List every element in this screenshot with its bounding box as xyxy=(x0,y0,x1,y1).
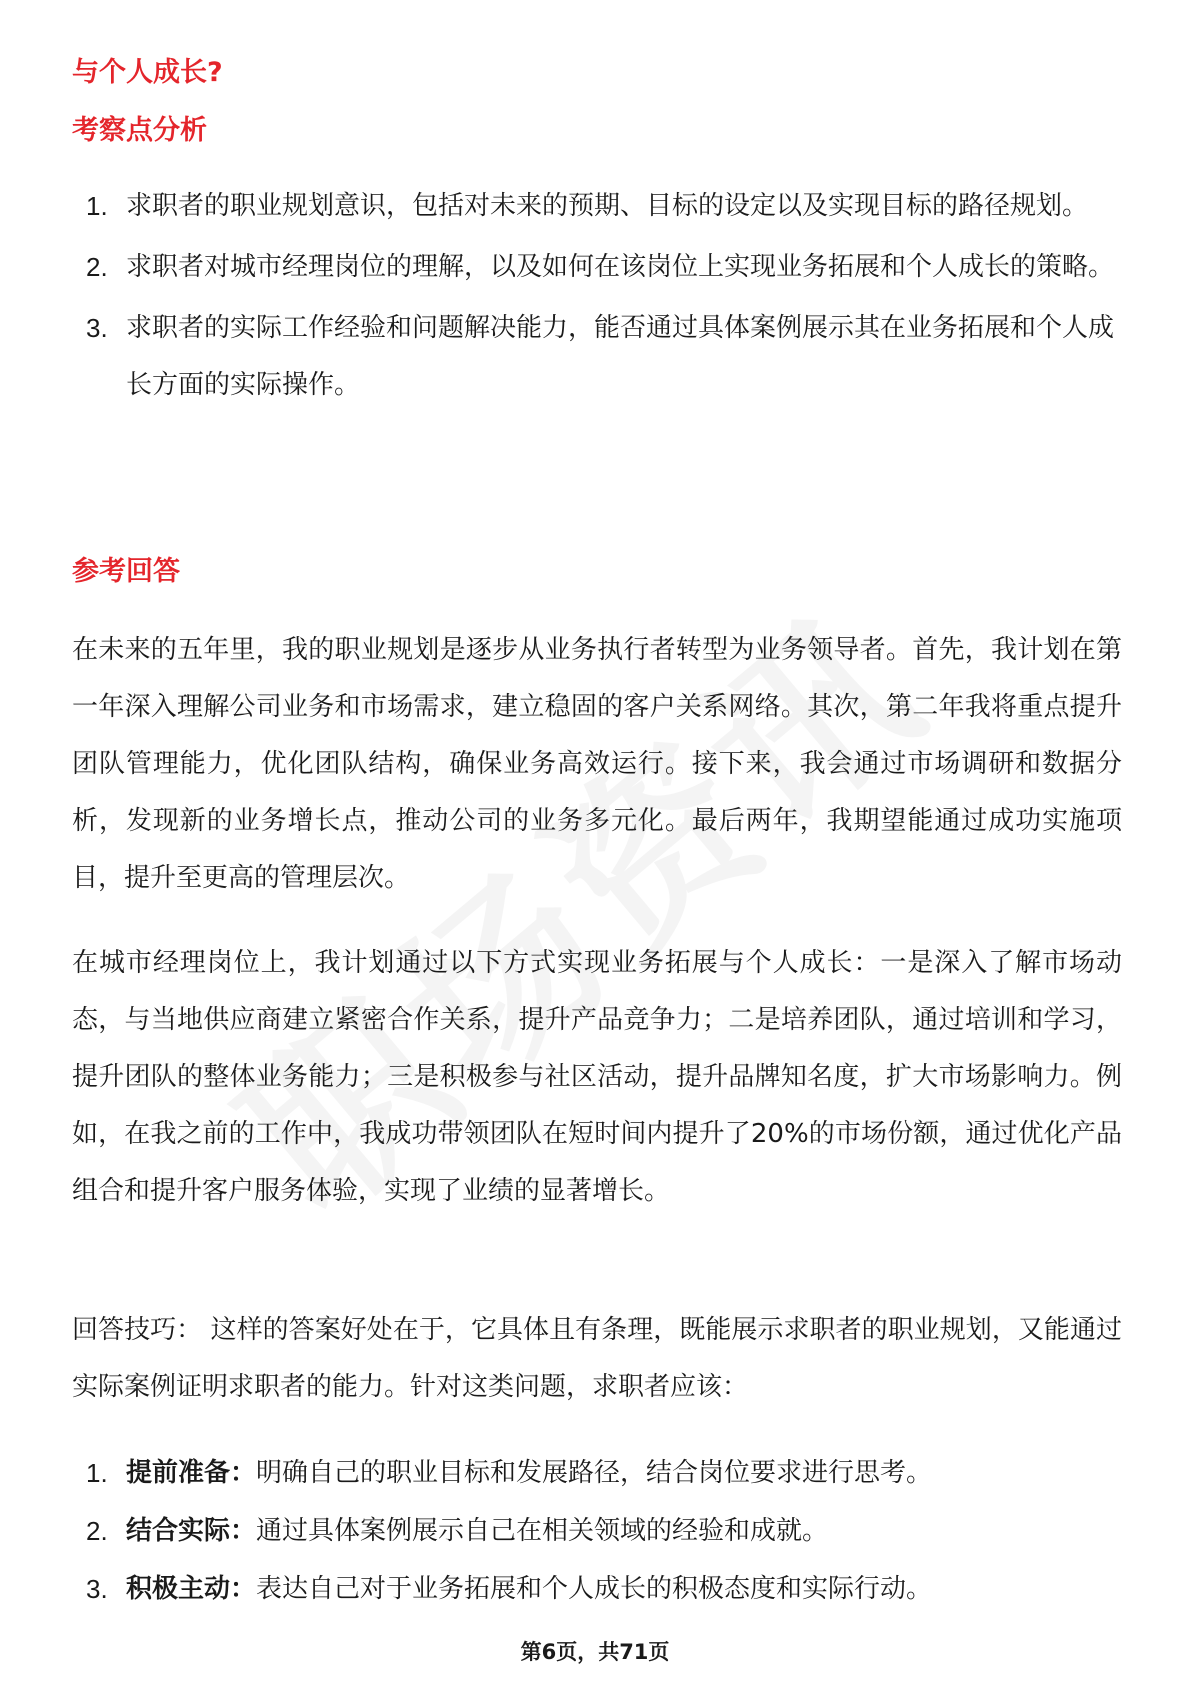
list-item-text: 求职者对城市经理岗位的理解，以及如何在该岗位上实现业务拓展和个人成长的策略。 xyxy=(126,252,1115,282)
list-item-text: 求职者的职业规划意识，包括对未来的预期、目标的设定以及实现目标的路径规划。 xyxy=(126,191,1089,221)
list-number: 3. xyxy=(86,1574,108,1604)
tip-term: 提前准备： xyxy=(126,1458,257,1488)
list-number: 3. xyxy=(86,313,108,343)
tip-term: 结合实际： xyxy=(126,1516,257,1546)
answer-paragraph-1: 在未来的五年里，我的职业规划是逐步从业务执行者转型为业务领导者。首先，我计划在第一年深入理解公司业务和市场需求，建立稳固的客户关系网络。其次，第二年我将重点提升团队管理能力，优化团队结构，确保业务高效运行。接下来，我会通过市场调研和数据分析，发现新的业务增长点，推动公司的业务多元化。最后两年，我期望能通过成功实施项目，提升至更高的管理层次。 xyxy=(72,635,1122,893)
list-item xyxy=(72,1560,1122,1618)
answer-heading: 参考回答 xyxy=(72,556,180,587)
tip-text: 表达自己对于业务拓展和个人成长的积极态度和实际行动。 xyxy=(256,1574,933,1604)
analysis-list xyxy=(72,178,1122,414)
list-item xyxy=(72,300,1122,414)
list-number: 1. xyxy=(86,191,108,221)
list-item xyxy=(72,1444,1122,1502)
tip-text: 通过具体案例展示自己在相关领域的经验和成就。 xyxy=(256,1516,829,1546)
list-item-text: 求职者的实际工作经验和问题解决能力，能否通过具体案例展示其在业务拓展和个人成长方面的实际操作。 xyxy=(126,313,1115,400)
list-number: 1. xyxy=(86,1458,108,1488)
list-item xyxy=(72,1502,1122,1560)
page-footer: 第6页，共71页 xyxy=(520,1640,670,1664)
list-number: 2. xyxy=(86,1516,108,1546)
answer-tips-intro: 回答技巧： 这样的答案好处在于，它具体且有条理，既能展示求职者的职业规划，又能通过实际案例证明求职者的能力。针对这类问题，求职者应该： xyxy=(72,1315,1122,1402)
tips-list xyxy=(72,1444,1122,1618)
list-item xyxy=(72,178,1122,235)
tip-term: 积极主动： xyxy=(126,1574,257,1604)
list-number: 2. xyxy=(86,252,108,282)
analysis-heading: 考察点分析 xyxy=(72,115,207,146)
answer-paragraph-2: 在城市经理岗位上，我计划通过以下方式实现业务拓展与个人成长：一是深入了解市场动态，与当地供应商建立紧密合作关系，提升产品竞争力；二是培养团队，通过培训和学习，提升团队的整体业务能力；三是积极参与社区活动，提升品牌知名度，扩大市场影响力。例如，在我之前的工作中，我成功带领团队在短时间内提升了20%的市场份额，通过优化产品组合和提升客户服务体验，实现了业绩的显著增长。 xyxy=(72,948,1122,1206)
question-tail-heading: 与个人成长? xyxy=(72,57,223,88)
list-item xyxy=(72,239,1122,296)
tip-text: 明确自己的职业目标和发展路径，结合岗位要求进行思考。 xyxy=(256,1458,933,1488)
